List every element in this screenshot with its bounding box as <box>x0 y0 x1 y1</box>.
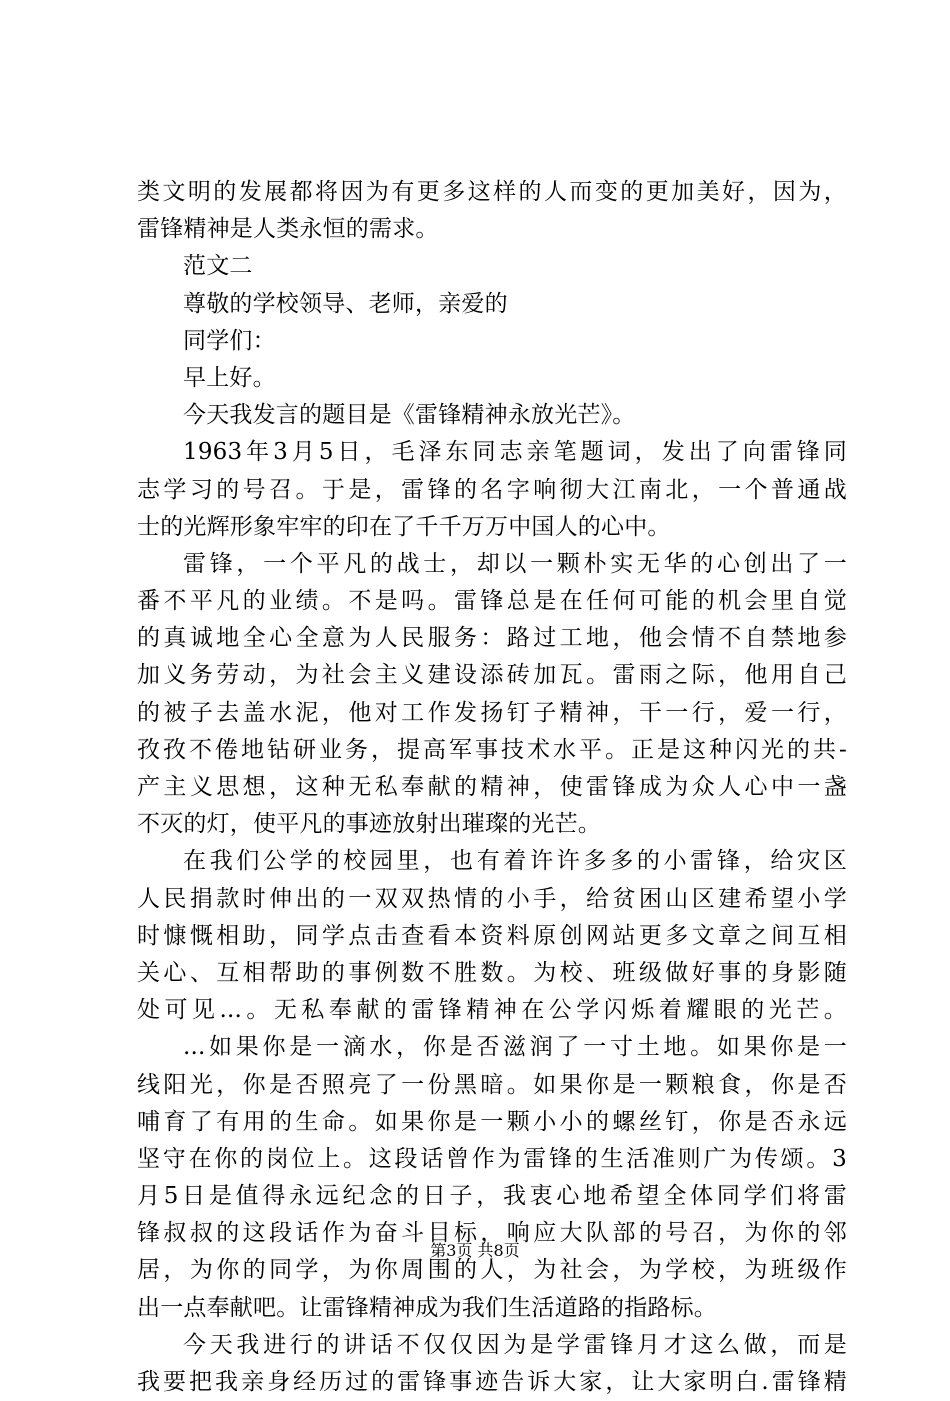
text-line: 志学习的号召。于是，雷锋的名字响彻大江南北，一个普通战 <box>137 476 847 503</box>
text-line: 雷锋精神是人类永恒的需求。 <box>137 216 439 243</box>
text-line: ...如果你是一滴水，你是否滋润了一寸土地。如果你是一 <box>183 1034 847 1061</box>
text-line: 雷锋，一个平凡的战士，却以一颗朴实无华的心创出了一 <box>183 550 847 577</box>
text-line: 今天我进行的讲话不仅仅因为是学雷锋月才这么做，而是 <box>183 1331 847 1358</box>
text-line: 产主义思想，这种无私奉献的精神，使雷锋成为众人心中一盏 <box>137 774 847 800</box>
text-line: 处可见...。无私奉献的雷锋精神在公学闪烁着耀眼的光芒。 <box>137 997 847 1024</box>
text-line: 居，为你的同学，为你周围的人，为社会，为学校，为班级作 <box>137 1257 847 1284</box>
text-line: 锋叔叔的这段话作为奋斗目标，响应大队部的号召，为你的邻 <box>137 1220 847 1247</box>
page-footer: 第3页 共8页 <box>430 1241 520 1260</box>
text-line: 线阳光，你是否照亮了一份黑暗。如果你是一颗粮食，你是否 <box>137 1071 847 1098</box>
text-line: 孜孜不倦地钻研业务，提高军事技术水平。正是这种闪光的共- <box>137 736 847 763</box>
text-line: 坚守在你的岗位上。这段话曾作为雷锋的生活准则广为传颂。3 <box>137 1145 847 1172</box>
text-line: 加义务劳动，为社会主义建设添砖加瓦。雷雨之际，他用自己 <box>137 662 847 689</box>
text-line: 时慷慨相助，同学点击查看本资料原创网站更多文章之间互相 <box>137 922 847 949</box>
text-line: 今天我发言的题目是《雷锋精神永放光芒》。 <box>183 402 636 429</box>
text-line: 我要把我亲身经历过的雷锋事迹告诉大家，让大家明白.雷锋精 <box>137 1369 847 1395</box>
body-text <box>137 174 847 1401</box>
text-line: 范文二 <box>183 253 253 280</box>
text-line: 不灭的灯，使平凡的事迹放射出璀璨的光芒。 <box>137 811 601 838</box>
text-line: 类文明的发展都将因为有更多这样的人而变的更加美好，因为， <box>137 179 847 205</box>
text-line: 番不平凡的业绩。不是吗。雷锋总是在任何可能的机会里自觉 <box>137 588 847 615</box>
text-line: 同学们： <box>183 327 276 354</box>
text-line: 的被子去盖水泥，他对工作发扬钉子精神，干一行，爱一行， <box>137 699 847 726</box>
text-line: 尊敬的学校领导、老师，亲爱的 <box>183 290 508 317</box>
text-line: 人民捐款时伸出的一双双热情的小手，给贫困山区建希望小学 <box>137 885 847 912</box>
text-line: 1963年3月5日，毛泽东同志亲笔题词，发出了向雷锋同 <box>183 439 847 466</box>
text-line: 早上好。 <box>183 364 276 391</box>
text-line: 在我们公学的校园里，也有着许许多多的小雷锋，给灾区 <box>183 848 847 875</box>
text-line: 哺育了有用的生命。如果你是一颗小小的螺丝钉，你是否永远 <box>137 1108 847 1135</box>
text-line: 关心、互相帮助的事例数不胜数。为校、班级做好事的身影随 <box>137 959 847 986</box>
text-line: 的真诚地全心全意为人民服务：路过工地，他会情不自禁地参 <box>137 625 847 652</box>
text-line: 士的光辉形象牢牢的印在了千千万万中国人的心中。 <box>137 513 671 540</box>
text-line: 出一点奉献吧。让雷锋精神成为我们生活道路的指路标。 <box>137 1294 717 1321</box>
text-line: 月5日是值得永远纪念的日子，我衷心地希望全体同学们将雷 <box>137 1183 847 1210</box>
